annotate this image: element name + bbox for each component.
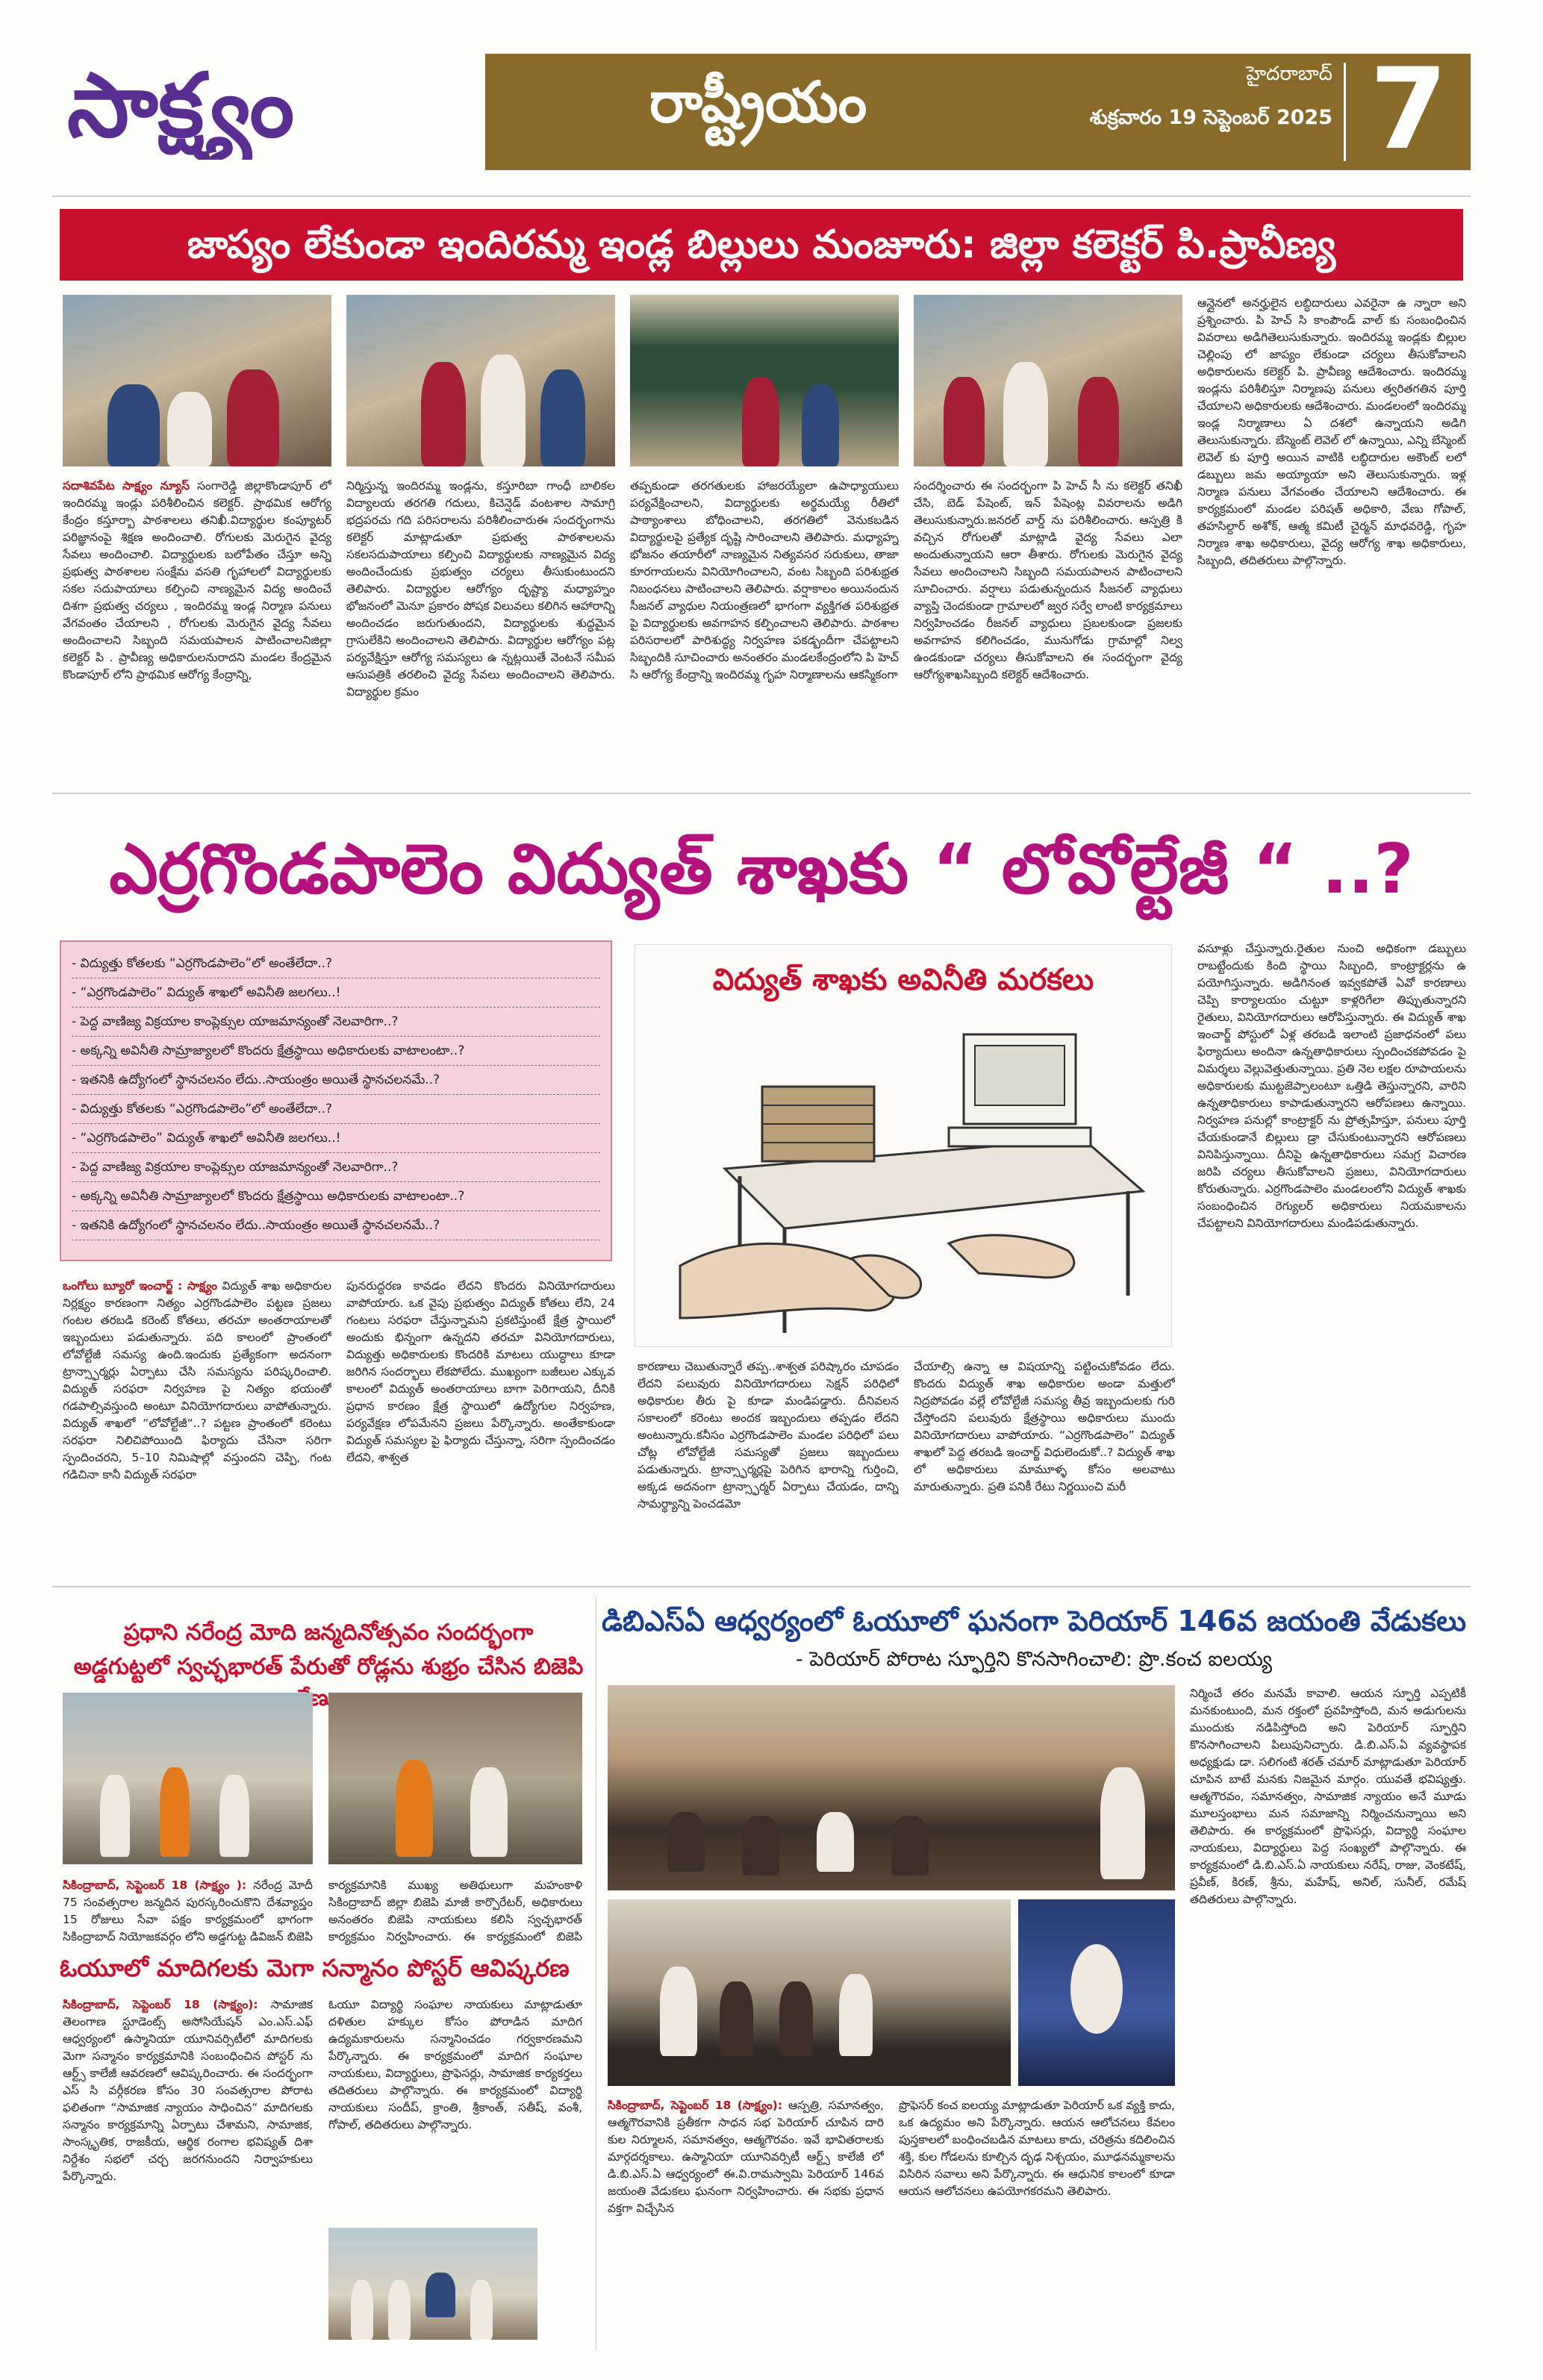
- story2-bullet: - అక్కన్ని అవినీతి సామ్రాజ్యాలలో కొందరు క్షేత్రస్థాయి అధికారులకు వాటాలంటా..?: [72, 1037, 600, 1066]
- story1-col-1-text: సంగారెడ్డి జిల్లాకొండాపూర్ లో ఇందిరమ్మ ఇండ్లు పరిశీలించిన కలెక్టర్. ప్రాథమిక ఆరోగ్య కేంద్రం కస్తూర్బా పాఠశాలలు తనిఖీ.విద్యార్థుల కంప్యూటర్ పరిజ్ఞానంపై శిక్షణ అందించాలి. రోగులకు మెరుగైన వైద్య సేవలు అందించాలి. విద్యార్థులకు బలోపేతం చేస్తూ అన్ని ప్రభుత్వ పాఠశాలల సంక్షేమ వసతి గృహాలలో విద్యార్థులకు సకల సదుపాయాలు కల్పించి నాణ్యమైన విద్య అందించే దిశగా ప్రభుత్వ చర్యలు , ఇందిరమ్మ ఇండ్ల నిర్మాణ పనులు వేగవంతం చేయాలని , రోగులకు మెరుగైన వైద్య సేవలు అందించాలని సిబ్బంది సమయపాలన పాటించాలనిజిల్లా కలెక్టర్ పి . ప్రావీణ్య అధికారులనురాదని మండల కేంద్రమైన కొండాపూర్ లోని ప్రాథమిక ఆరోగ్య కేంద్రాన్ని,: [63, 479, 331, 681]
- story2-cartoon: [635, 944, 1172, 1347]
- story4-col-a-text: సామాజిక తెలంగాణ స్టూడెంట్స్ అసోసియేషన్ ఎం.ఎస్.ఎఫ్ ఆధ్వర్యంలో ఉస్మానియా యూనివర్సిటీలో మాదిగలకు మెగా సన్మానం కార్యక్రమానికి సంబంధించిన పోస్టర్ ను ఆర్ట్స్ కాలేజీ ఆవరణలో ఆవిష్కరించారు. ఈ సందర్భంగా ఎస్ సి వర్గీకరణ కోసం 30 సంవత్సరాల పోరాట ఫలితంగా “సామాజిక న్యాయం సాధించిన“ మాదిగలకు సన్మానం కార్యక్రమాన్ని ఏర్పాటు చేశామని, సామాజిక, సాంస్కృతిక, రాజకీయ, ఆర్థిక రంగాల భవిష్యత్ దిశా నిర్దేశం సభలో చర్చ జరగనుందని నిర్వాహకులు పేర్కొన్నారు.: [63, 1998, 313, 2183]
- story4-photo: [328, 2228, 537, 2340]
- story2-col-a-text: విద్యుత్ శాఖ అధికారుల నిర్లక్ష్యం కారణంగా నిత్యం ఎర్రగొండపాలెం పట్టణ ప్రజలు గంటల తరబడి కరెంట్ కోతలు, తరచూ అంతరాయాలతో ఇబ్బందులు పడుతున్నారు. పది కాలంలో ప్రాంతంలో లోవోల్టేజీ సమస్య ఉంది.ఇందుకు ప్రత్యేకంగా అదనంగా ట్రాన్స్ఫార్మర్లు ఏర్పాటు చేసి సమస్యను పరిష్కరించాలి. విద్యుత్ సరఫరా నిర్వహణ పై నిత్యం భయంతో గడపాల్సివస్తుంది అంటూ వినియోగదారులు వాపోతున్నారు. విద్యుత్ శాఖలో “లోవోల్టేజీ“..? పట్టణ ప్రాంతంలో కరెంటు సరఫరా నిలిచిపోయింది ఫిర్యాదు చేసినా సరిగా స్పందించరని, 5–10 నిమిషాల్లో వస్తుందని చెప్పి, గంట గడిచినా కానీ విద్యుత్ సరఫరా: [63, 1279, 331, 1481]
- band-divider: [1344, 63, 1346, 161]
- story1-col-4: సందర్శించారు ఈ సందర్భంగా పి హెచ్ సీ ను కలెక్టర్ తనిఖీ చేసి, బెడ్ పేషెంట్, ఇన్ పేషెంట్ల వివరాలను అడిగి తెలుసుకున్నారు.జనరల్ వార్డ్ ను పరిశీలించారు. ఆస్పత్రి కి వచ్చిన రోగులతో మాట్లాడి వైద్య సేవలు ఎలా అందుతున్నాయని ఆరా తీశారు. రోగులకు మెరుగైన వైద్య సేవలు అందించాలని సిబ్బంది సమయపాలన పాటించాలని సూచించారు. వర్షాలు పడుతున్నందున సీజనల్ వ్యాధులు వ్యాప్తి చెందకుండా గ్రామాలలో జ్వర సర్వే లాంటి కార్యక్రమాలు నిర్వహించడం రీజనల్ వ్యాధులు ప్రబలకుండా ప్రజలకు అవగాహన కలిగించడం, మునుగోడు గ్రామాల్లో నిల్వ ఉండకుండా చర్యలు తీసుకోవాలని ఈ సందర్భంగా వైద్య ఆరోగ్యశాఖసిబ్బంది కలెక్టర్ ఆదేశించారు.: [914, 479, 1182, 681]
- story5-photo-2: [608, 1899, 1011, 2086]
- page-number: 7: [1369, 45, 1448, 175]
- story1-photo-2: [346, 295, 615, 466]
- story2-bullet-box: [60, 940, 612, 1261]
- story5-banner-photo: [1018, 1899, 1175, 2086]
- story2-col-c: కారణాలు చెబుతున్నారే తప్ప..శాశ్వత పరిష్కారం చూపడం లేదని పలువురు వినియోగదారులు సెక్షన్ పరిధిలో అధికారుల తీరు పై కూడా మండిపడ్డారు. దీనివలన సకాలంలో కరెంటు అందక ఇబ్బందులు తప్పడం లేదని అంటున్నారు.కనీసం ఎర్రగొండపాలెం మండల పరిధిలో పలు చోట్ల లోవోల్టేజీ సమస్యతో ప్రజలు ఇబ్బందులు పడుతున్నారు. ట్రాన్స్ఫార్మర్లపై పెరిగిన భారాన్ని గుర్తించి, అక్కడ అదనంగా ట్రాన్స్ఫార్మర్ ఏర్పాటు చేయడం, దాన్ని సామర్థ్యాన్ని పెంచడమో: [638, 1360, 899, 1511]
- story3-col-a-text: నరేంద్ర మోదీ 75 సంవత్సరాల జన్మదిన పురస్కరించుకొని దేశవ్యాప్తం 15 రోజులు సేవా పక్షం కార్యక్రమంలో భాగంగా సికింద్రాబాద్ నియోజకవర్గం లోని అడ్డగుట్ట డివిజన్ బిజెపి: [63, 1878, 313, 1943]
- story3-photo-2: [328, 1693, 582, 1864]
- date-label: శుక్రవారం 19 సెప్టెంబర్ 2025: [1089, 106, 1332, 129]
- story4-col-a: [63, 1996, 313, 2220]
- story1-photo-1: [63, 295, 331, 466]
- story3-col-b: కార్యక్రమానికి ముఖ్య అతిథులుగా మహంకాళి సికింద్రాబాద్ జిల్లా బిజెపి మాజీ కార్పొరేటర్, అధికారులు అనంతరం బిజెపి నాయకులు కలిసి స్వచ్ఛభారత్ కార్యక్రమం నిర్వహించారు. ఈ కార్యక్రమంలో బిజెపి: [328, 1878, 582, 1943]
- logo-text: సాక్ష్యం: [67, 54, 295, 157]
- story2-lead: ఒంగోలు బ్యూరో ఇంచార్జ్ : సాక్ష్యం: [63, 1279, 218, 1293]
- story2-bullet: - “ఎర్రగొండపాలెం” విద్యుత్ శాఖలో అవినీతి జలగలు..!: [72, 1124, 600, 1153]
- story5-col-c: నిర్మించే తరం మనమే కావాలి. ఆయన స్ఫూర్తి ఎప్పటికీ మనకుంటుంది, మన రక్తంలో ప్రవహిస్తోంది, మన అడుగులను ముందుకు నడిపిస్తోంది అని పెరియార్ స్ఫూర్తిని కొనసాగించాలని పిలుపునిచ్చారు. డి.బి.ఎస్.ఏ వ్యవస్థాపక అధ్యక్షుడు డా. సలిగంటి శరత్ చమార్ మాట్లాడుతూ పెరియార్ చూపిన బాటే మనకు నిజమైన మార్గం. యువతే భవిష్యత్తు. ఆత్మగౌరవం, సమానత్వం, సామాజిక న్యాయం అనే మూడు మూలస్తంభాలు మన సమాజాన్ని నిర్మించనున్నాయి అని తెలిపారు. ఈ కార్యక్రమంలో ప్రొఫెసర్లు, విద్యార్థి సంఘాల నాయకులు, విద్యార్థులు పెద్ద సంఖ్యలో పాల్గొన్నారు. ఈ కార్యక్రమంలో డి.బి.ఎస్.ఏ నాయకులు నరేష్, రాజు, వెంకటేష్, ప్రవీణ్, కిరణ్, శ్రీను, మహేష్, అనిల్, సునీల్, రమేష్ తదితరులు పాల్గొన్నారు.: [1190, 1687, 1466, 1906]
- story3-lead: సికింద్రాబాద్, సెప్టెంబర్ 18 (సాక్ష్యం ):: [63, 1878, 247, 1892]
- story5-col-a-text: ఆస్పత్రి, సమానత్వం, ఆత్మగౌరవానికి ప్రతీకగా సాధన సభ పెరియార్ చూపిన దారి కుల నిర్మూలన, సమానత్వం, ఆత్మగౌరవం. ఇవే భావితరాలకు మార్గదర్శకాలు. ఉస్మానియా యూనివర్సిటీ ఆర్ట్స్ కాలేజీ లో డి.బి.ఎస్.ఏ ఆధ్వర్యంలో ఈ.వి.రామస్వామి పెరియార్ 146వ జయంతి వేడుకలు ఘనంగా నిర్వహించారు. ఈ సభకు ప్రధాన వక్తగా విచ్చేసిన: [608, 2099, 884, 2215]
- story5-col-b: ప్రొఫెసర్ కంచ ఐలయ్య మాట్లాడుతూ పెరియార్ ఒక వ్యక్తి కాదు, ఒక ఉద్యమం అని పేర్కొన్నారు. ఆయన ఆలోచనలు కేవలం పుస్తకాలలో బంధించబడిన మాటలు కాదు, చరిత్రను కదిలించిన శక్తి, కుల గోడలను కూల్చిన దృఢ నిశ్చయం, మూఢనమ్మకాలను విసిరిన సవాలు అని పేర్కొన్నారు. ఈ ఆధునిక కాలంలో కూడా ఆయన ఆలోచనలు ఉపయోగకరమని తెలిపారు.: [899, 2099, 1175, 2198]
- story2-col-e: వసూళ్లు చేస్తున్నారు.రైతుల నుంచి అధికంగా డబ్బులు రాబట్టేందుకు కింది స్థాయి సిబ్బంది, కాంట్రాక్టర్లను ఉ పయోగిస్తున్నారు. అడిగినంత ఇవ్వకపోతే ఏవో కారణాలు చెప్పి కార్యాలయం చుట్టూ కాళ్లరిగేలా తిప్పుతున్నారని రైతులు, వినియోగదారులు ఆరోపిస్తున్నారు. ఈ విద్యుత్ శాఖ ఇంచార్జ్ పోస్టులో ఏళ్ల తరబడి ఇలాంటి ప్రజాధనంలో పలు ఫిర్యాదులు అందినా ఉన్నతాధికారులు స్పందించకపోవడం పై విమర్శలు వెల్లువెత్తుతున్నాయి. ప్రతి నెల లక్షల రూపాయలను అధికారులకు ముట్టజెప్పాలంటూ ఒత్తిడి తెస్తున్నారని, వారిని ఉన్నతాధికారులు కాపాడుతున్నారని ఆరోపణలు ఉన్నాయి. నిర్వహణ పనుల్లో కాంట్రాక్టర్ ను ప్రోత్సహిస్తూ, పనులు పూర్తి చేయకుండానే బిల్లులు డ్రా చేసుకుంటున్నారని ఆరోపణలు వినిపిస్తున్నాయి. దీనిపై ఉన్నతాధికారులు సమగ్ర విచారణ జరిపి చర్యలు తీసుకోవాలని ప్రజలు, వినియోగదారులు కోరుతున్నారు. ఎర్రగొండపాలెం మండలంలోని విద్యుత్ శాఖకు సంబంధించిన రెగ్యులర్ అధికారులు నియమకాలను చేపట్టాలని వినియోగదారులు మండిపడుతున్నారు.: [1197, 942, 1466, 1230]
- story3-headline-line2: అడ్డగుట్టలో స్వచ్ఛభారత్ పేరుతో రోడ్లను శుభ్రం చేసిన బిజెపి: [73, 1654, 584, 1680]
- story2-bullet: - విద్యుత్తు కోతలకు “ఎర్రగొండపాలెం”లో అంతేలేదా..?: [72, 949, 600, 978]
- story2-bullet: - “ఎర్రగొండపాలెం” విద్యుత్ శాఖలో అవినీతి జలగలు..!: [72, 978, 600, 1008]
- story1-headline: జాప్యం లేకుండా ఇందిరమ్మ ఇండ్ల బిల్లులు మంజూరు: జిల్లా కలెక్టర్ పి.ప్రావీణ్య: [60, 209, 1463, 281]
- story4-lead: సికింద్రాబాద్, సెప్టెంబర్ 18 (సాక్ష్యం):: [63, 1998, 258, 2011]
- story5-lead: సికింద్రాబాద్, సెప్టెంబర్ 18 (సాక్ష్యం):: [608, 2099, 783, 2112]
- cartoon-title: విద్యుత్ శాఖకు అవినీతి మరకలు: [712, 963, 1094, 997]
- story2-headline: ఎర్రగొండపాలెం విద్యుత్ శాఖకు “ లోవోల్టేజీ “ ..?: [109, 829, 1414, 909]
- story2-bullet: - ఇతనికి ఉద్యోగంలో స్థానచలనం లేదు..సాయంత్రం అయితే స్థానచలనమే..?: [72, 1211, 600, 1240]
- story1-col-5: ఆన్లైనలో అనర్హులైన లబ్ధిదారులు ఎవరైనా ఉ న్నారా అని ప్రశ్నించారు. పి హెచ్ సి కాంపౌండ్ వాల్ కు సంబంధించిన వివరాలు అడిగితెలుసుకున్నారు. ఇందిరమ్మ ఇండ్లకు బిల్లుల చెల్లింపు లో జాప్యం లేకుండా చర్యలు తీసుకోవాలని అధికారులను కలెక్టర్ పి. ప్రావీణ్య ఆదేశించారు. ఇందిరమ్మ ఇండ్లను పరిశీలిస్తూ నిర్మాణపు పనులు త్వరితగతిన పూర్తి చేయాలని అధికారులకు ఆదేశించారు. మండలంలో ఇందిరమ్మ ఇండ్ల నిర్మాణాలు ఏ దశలో ఉన్నాయని అడిగి తెలుసుకున్నారు. బేస్మెంట్ లెవెల్ లో ఉన్నాయి, ఎన్ని బేస్మెంట్ లెవెల్ కు పూర్తి అయిన వాటికి లబ్ధిదారుల అకౌంట్ లలో డబ్బులు జమ అయ్యాయా అని తెలుసుకున్నారు. ఇళ్ల నిర్మాణ పనులు వేగవంతం చేయాలని ఆదేశించారు. ఈ కార్యక్రమంలో మండల పరిషత్ అధికారి, వేణు గోపాల్, తహసిల్దార్ అశోక్, ఆత్మ కమిటీ చైర్మన్ మాధవరెడ్డి, గృహ నిర్మాణ శాఖ అధికారులు, వైద్య ఆరోగ్య శాఖ అధికారులు, సిబ్బంది, తదితరులు పాల్గొన్నారు.: [1197, 296, 1466, 567]
- masthead-logo: [67, 48, 455, 160]
- story1-col-1: [63, 478, 331, 784]
- story3-headline-line1: ప్రధాని నరేంద్ర మోది జన్మదినోత్సవం సందర్భంగా: [123, 1620, 534, 1646]
- story2-bullet: - ఇతనికి ఉద్యోగంలో స్థానచలనం లేదు..సాయంత్రం అయితే స్థానచలనమే..?: [72, 1066, 600, 1095]
- story3-photo-1: [63, 1693, 313, 1864]
- story2-bullet: - అక్కన్ని అవినీతి సామ్రాజ్యాలలో కొందరు క్షేత్రస్థాయి అధికారులకు వాటాలంటా..?: [72, 1182, 600, 1211]
- city-label: హైదరాబాద్: [1246, 63, 1332, 85]
- story3-col-a: [63, 1877, 313, 1948]
- story4-headline: ఓయూలో మాదిగలకు మెగా సన్మానం పోస్టర్ ఆవిష్కరణ: [60, 1954, 570, 1982]
- story2-bullet: - విద్యుత్తు కోతలకు “ఎర్రగొండపాలెం”లో అంతేలేదా..?: [72, 1095, 600, 1124]
- story4-col-b: ఓయూ విద్యార్థి సంఘాల నాయకులు మాట్లాడుతూ దళితుల హక్కుల కోసం పోరాడిన మాదిగ ఉద్యమకారులను సన్మానించడం గర్వకారణమని పేర్కొన్నారు. ఈ కార్యక్రమంలో మాదిగ సంఘాల నాయకులు, విద్యార్థులు, ప్రొఫెసర్లు, సామాజిక కార్యకర్తలు తదితరులు పాల్గొన్నారు. ఈ కార్యక్రమంలో విద్యార్థి నాయకులు సందీప్, క్రాంతి, శ్రీకాంత్, సతీష్, వంశీ, గోపాల్, తదితరులు పాల్గొన్నారు.: [328, 1998, 582, 2131]
- divider: [52, 196, 1471, 197]
- divider: [52, 793, 1471, 794]
- story1-photo-4: [914, 295, 1182, 466]
- story5-photo-1: [608, 1685, 1175, 1890]
- section-title: రాష్ట్రీయం: [649, 69, 867, 135]
- story5-col-a: [608, 2097, 884, 2351]
- story1-col-3: తప్పకుండా తరగతులకు హాజరయ్యేలా ఉపాధ్యాయులు పర్యవేక్షించాలని, విద్యార్థులకు అర్థమయ్యే రీతిలో పాఠ్యాంశాలు బోధించాలని, తరగతిలో వెనుకబడిన విద్యార్థులపై ప్రత్యేక దృష్టి సారించాలని తెలిపారు. మధ్యాహ్న భోజనం తయారీలో నాణ్యమైన నిత్యవసర సరుకులు, తాజా కూరగాయలను వినియోగించాలని, వంట సిబ్బంది పరిశుభ్రత నిబంధనలు పాటించాలని తెలిపారు. వర్షాకాలం అయినందున సీజనల్ వ్యాధుల నియంత్రణలో భాగంగా వ్యక్తిగత పరిశుభ్రత పై విద్యార్థులకు అవగాహన కల్పించాలని తెలిపారు. పాఠశాల పరిసరాలలో పారిశుద్ధ్య నిర్వహణ పకడ్బందీగా చేపట్టాలని సిబ్బందికి సూచించారు అనంతరం మండలకేంద్రంలోని పి హెచ్ సి ఆరోగ్య కేంద్రాన్ని ఇందిరమ్మ గృహ నిర్మాణాలను ఆకస్మికంగా: [630, 479, 899, 681]
- divider: [52, 1586, 1471, 1587]
- story2-bullet: - పెద్ద వాణిజ్య విక్రయాల కాంప్లెక్సుల యాజమాన్యంతో నెలవారిగా..?: [72, 1153, 600, 1182]
- story2-col-d: చేయాల్సి ఉన్నా ఆ విషయాన్ని పట్టించుకోవడం లేదు. కొందరు విద్యుత్ శాఖ అధికారుల అండా మత్తులో నిద్రపోవడం వల్లే లోవోల్టేజీ సమస్య తీవ్ర ఇబ్బందులకు గురి చేస్తోందని పలువురు క్షేత్రస్థాయి అధికారులు ముందు వినియోగదారులు వాపోయారు. “ఎర్రగొండపాలెం” విద్యుత్ శాఖలో పెద్ద తరబడి ఇంచార్జ్ విధులెందుకో..? విద్యుత్ శాఖ లో అధికారులు మామూళ్ళ కోసం అలవాటు మారుతున్నారు. ప్రతి పనికీ రేటు నిర్ణయించి మరీ: [914, 1360, 1175, 1493]
- story5-subheadline: - పెరియార్ పోరాట స్ఫూర్తిని కొనసాగించాలి: ప్రొ.కంచ ఐలయ్య: [796, 1648, 1272, 1671]
- story1-col-2: నిర్మిస్తున్న ఇందిరమ్మ ఇండ్లను, కస్తూరిబా గాంధీ బాలికల విద్యాలయ తరగతి గదులు, కిచెన్షెడ్ వంటశాల సామాగ్రి భద్రపరచు గది పరిసరాలను పరిశీలించారుఈ సందర్భంగాను కలెక్టర్ మాట్లాడుతూ ప్రభుత్వ పాఠశాలలను సకలసదుపాయాలు కల్పించి విద్యార్థులకు నాణ్యమైన విద్య అందించేందుకు ప్రభుత్వం చర్యలు తీసుకుంటుందని తెలిపారు. విద్యార్థుల ఆరోగ్యం దృష్ట్యా మధ్యాహ్నం భోజనంలో మెనూ ప్రకారం పోషక విలువలు కలిగిన ఆహారాన్ని అందించడం జరుగుతుందని, విద్యార్థులకు శుద్ధమైన గ్రాసులేకిని అందించాలని తెలిపారు. విద్యార్థుల ఆరోగ్యం పట్ల పర్యవేక్షిస్తూ ఆరోగ్య సమస్యలు ఉ న్నట్లయితే వెంటనే సమీప ఆసుపత్రికి తరలించి వైద్య సేవలు అందించాలని తెలిపారు. విద్యార్థుల క్రమం: [346, 479, 615, 699]
- story5-headline: డిబిఎస్ఏ ఆధ్వర్యంలో ఓయూలో ఘనంగా పెరియార్ 146వ జయంతి వేడుకలు: [601, 1605, 1467, 1637]
- story2-col-b: పునరుద్ధరణ కావడం లేదని కొందరు వినియోగదారులు వాపోయారు. ఒక వైపు ప్రభుత్వం విద్యుత్ కోతలు లేని, 24 గంటలు సరఫరా చేస్తున్నామని ప్రకటిస్తుంటే క్షేత్ర స్థాయిలో అందుకు భిన్నంగా ఉన్నదని తరచూ వినియోగదారులు, విద్యుత్తు అధికారులకు కొందరికి మాటలు యుద్ధాలు కూడా జరిగిన సందర్భాలు లేకపోలేదు. ముఖ్యంగా బజీలుల ఎక్కువ కాలంలో విద్యుత్ అంతరాయాలు బాగా పెరిగాయని, దీనికి ప్రధాన కారణం క్షేత్ర స్థాయిలో ఉద్యోగుల నిర్వహణ, పర్యవేక్షణ లోపమేనని ప్రజలు పేర్కొన్నారు. అంతేకాకుండా విద్యుత్ సమస్యల పై ఫిర్యాదు చేస్తున్నా, సరిగా స్పందించడం లేదని, శాశ్వత: [346, 1279, 615, 1464]
- story1-lead: సదాశివపేట సాక్ష్యం న్యూస్: [63, 479, 190, 493]
- story2-bullet: - పెద్ద వాణిజ్య విక్రయాల కాంప్లెక్సుల యాజమాన్యంతో నెలవారిగా..?: [72, 1008, 600, 1037]
- story1-photo-3: [630, 295, 899, 466]
- story2-col-a: [63, 1278, 331, 1572]
